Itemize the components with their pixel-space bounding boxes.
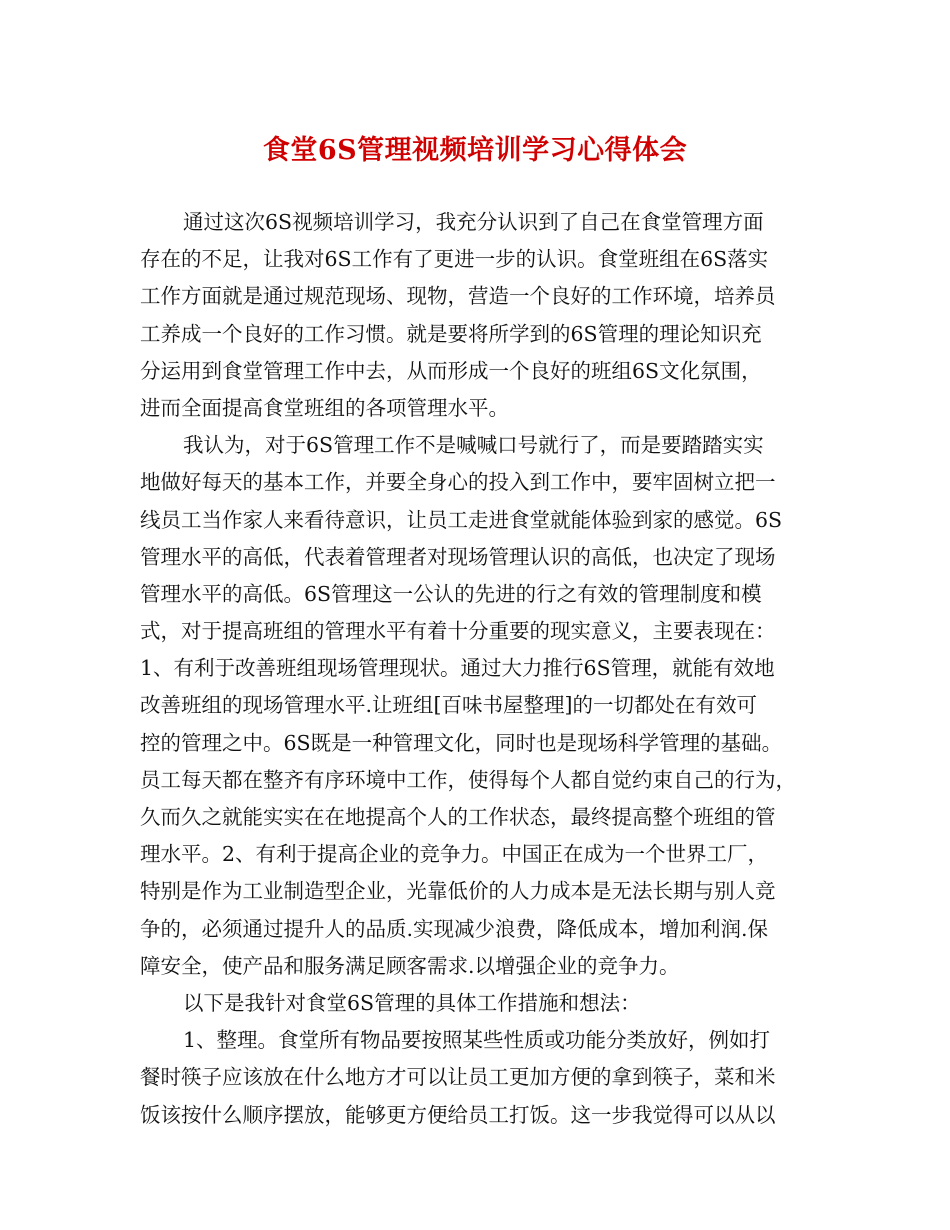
- text-line: 线员工当作家人来看待意识，让员工走进食堂就能体验到家的感觉。6S: [140, 507, 783, 532]
- text-line: 1、有利于改善班组现场管理现状。通过大力推行6S管理，就能有效地: [140, 656, 775, 681]
- text-line: 工养成一个良好的工作习惯。就是要将所学到的6S管理的理论知识充: [140, 321, 762, 346]
- text-line: 管理水平的高低。6S管理这一公认的先进的行之有效的管理制度和模: [140, 581, 762, 606]
- text-line: 理水平。2、有利于提高企业的竞争力。中国正在成为一个世界工厂，: [140, 842, 769, 867]
- text-line: 争的，必须通过提升人的品质.实现减少浪费，降低成本，增加利润.保: [140, 916, 769, 941]
- text-line: 1、整理。食堂所有物品要按照某些性质或功能分类放好，例如打: [183, 1028, 771, 1053]
- text-line: 以下是我针对食堂6S管理的具体工作措施和想法：: [183, 990, 641, 1015]
- text-line: 饭该按什么顺序摆放，能够更方便给员工打饭。这一步我觉得可以从以: [140, 1102, 776, 1127]
- text-line: 进而全面提高食堂班组的各项管理水平。: [140, 395, 509, 420]
- text-line: 管理水平的高低，代表着管理者对现场管理认识的高低，也决定了现场: [140, 544, 776, 569]
- text-line: 工作方面就是通过规范现场、现物，营造一个良好的工作环境，培养员: [140, 284, 776, 309]
- text-line: 式，对于提高班组的管理水平有着十分重要的现实意义，主要表现在：: [140, 619, 776, 644]
- text-line: 存在的不足，让我对6S工作有了更进一步的认识。食堂班组在6S落实: [140, 247, 769, 272]
- text-line: 通过这次6S视频培训学习，我充分认识到了自己在食堂管理方面: [183, 210, 764, 234]
- text-line: 分运用到食堂管理工作中去，从而形成一个良好的班组6S文化氛围，: [140, 358, 762, 383]
- text-line: 久而久之就能实实在在地提高个人的工作状态，最终提高整个班组的管: [140, 805, 776, 829]
- text-line: 特别是作为工业制造型企业，光靠低价的人力成本是无法长期与别人竞: [140, 879, 776, 904]
- text-line: 员工每天都在整齐有序环境中工作，使得每个人都自觉约束自己的行为，: [140, 767, 796, 792]
- text-line: 地做好每天的基本工作，并要全身心的投入到工作中，要牢固树立把一: [140, 470, 776, 495]
- text-line: 控的管理之中。6S既是一种管理文化，同时也是现场科学管理的基础。: [140, 730, 783, 755]
- document-body: [140, 204, 840, 1134]
- document-title: 食堂6S管理视频培训学习心得体会: [262, 135, 688, 166]
- text-line: 障安全，使产品和服务满足顾客需求.以增强企业的竞争力。: [140, 953, 680, 978]
- text-line: 餐时筷子应该放在什么地方才可以让员工更加方便的拿到筷子，菜和米: [140, 1065, 776, 1090]
- text-line: 我认为，对于6S管理工作不是喊喊口号就行了，而是要踏踏实实: [183, 433, 764, 458]
- text-line: 改善班组的现场管理水平.让班组[百味书屋整理]的一切都处在有效可: [140, 693, 758, 718]
